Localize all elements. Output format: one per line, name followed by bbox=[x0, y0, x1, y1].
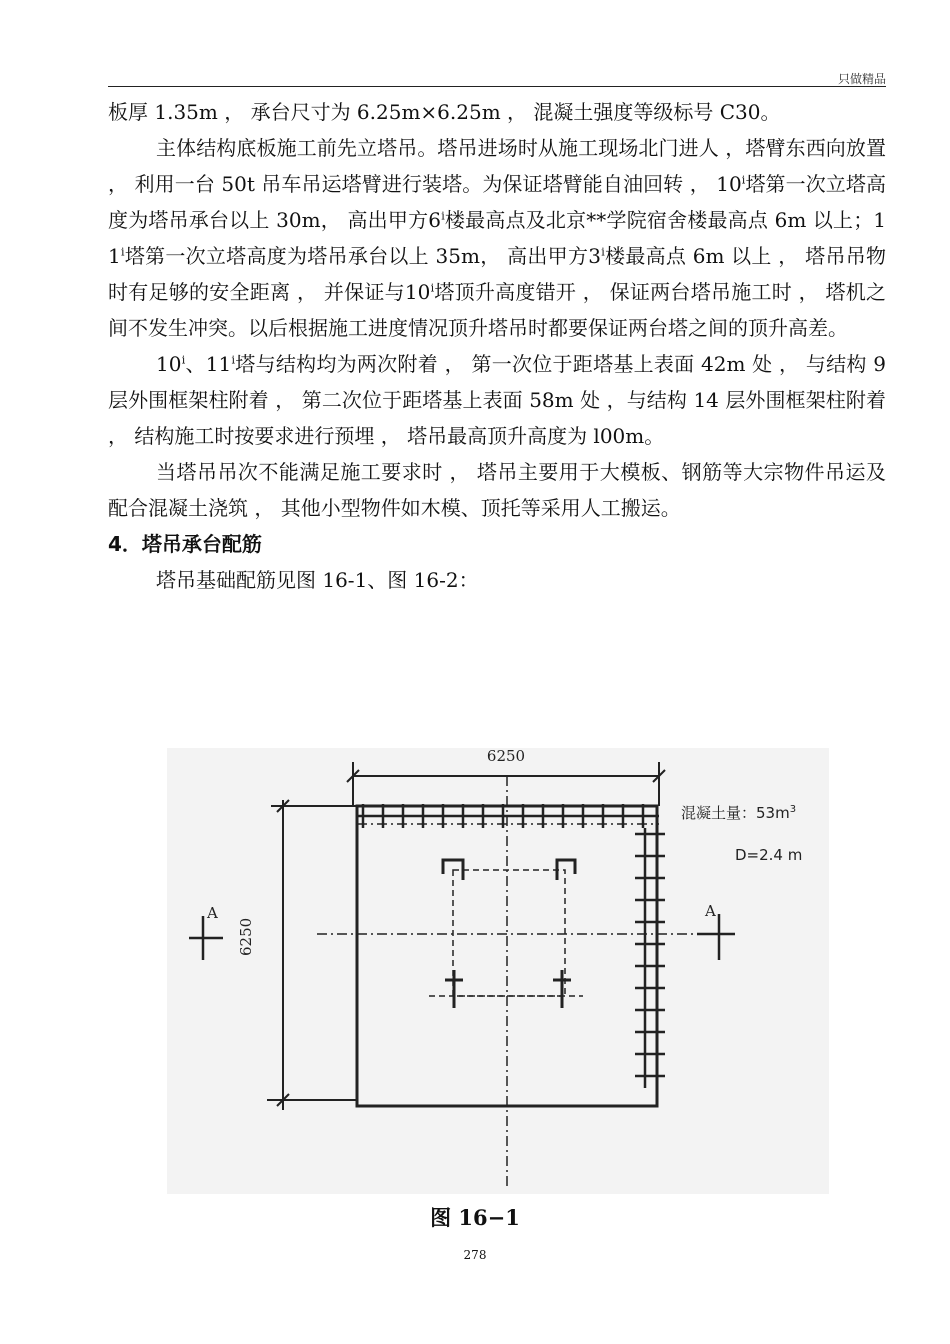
paragraph-3-part-b: 、11 bbox=[185, 352, 232, 376]
header-rule bbox=[108, 86, 886, 87]
rebar-plan-drawing bbox=[167, 748, 829, 1194]
figure-caption: 图 16−1 bbox=[430, 1205, 520, 1230]
corner-bracket-top-right bbox=[557, 860, 575, 880]
superscript-mark: ⅰ bbox=[600, 245, 606, 259]
corner-bolt-bottom-right bbox=[553, 970, 571, 1008]
section-label-right: A bbox=[705, 902, 716, 920]
page-number: 278 bbox=[463, 1248, 487, 1262]
paragraph-2 bbox=[108, 130, 886, 346]
dimension-label-left: 6250 bbox=[237, 917, 255, 956]
paragraph-2-part-f: 塔顶升高度错开 ， 保证两台塔吊施工时 ， 塔机之间不发生冲突。以后根据施工进度情况顶升塔吊时都要保证两台塔之间的顶升高差。 bbox=[108, 280, 886, 340]
paragraph-4: 当塔吊吊次不能满足施工要求时 ， 塔吊主要用于大模板、钢筋等大宗物件吊运及配合混凝土浇筑 ， 其他小型物件如木模、顶托等采用人工搬运。 bbox=[108, 460, 886, 520]
concrete-volume-text: 混凝土量：53m bbox=[681, 804, 790, 822]
paragraph-2-part-a: 主体结构底板施工前先立塔吊。塔吊进场时从施工现场北门进人 ，塔臂东西向放置 ， 利用一台 50t 吊车吊运塔臂进行装塔。为保证塔臂能自油回转 ， 10 bbox=[108, 136, 886, 196]
paragraph-5: 塔吊基础配筋见图 16-1、图 16-2： bbox=[156, 568, 479, 592]
header-text: 只做精品 bbox=[837, 72, 886, 86]
section-marker-left bbox=[189, 916, 223, 960]
paragraph-3 bbox=[108, 346, 886, 454]
paragraph-3-part-c: 塔与结构均为两次附着 ， 第一次位于距塔基上表面 42m 处 ， 与结构 9 层外围框架柱附着 ， 第二次位于距塔基上表面 58m 处 ，与结构 14 层外围框架柱附着 ， 结构施工时按要求进行预埋 ， 塔吊最高顶升高度为 l00m。 bbox=[108, 352, 886, 448]
superscript-mark: ⅰ bbox=[741, 173, 746, 187]
superscript-mark: ⅰ bbox=[181, 353, 186, 367]
anchor-bolt-square bbox=[453, 870, 565, 996]
paragraph-3-part-a: 10 bbox=[156, 352, 182, 376]
superscript-mark: ⅰ bbox=[430, 281, 435, 295]
rebar-plan-figure bbox=[167, 748, 829, 1194]
paragraph-2-part-b: 塔第一次立塔高度为塔吊承台以上 30m， 高出甲方6 bbox=[108, 172, 886, 232]
superscript-mark: ⅰ bbox=[441, 209, 445, 223]
page-body bbox=[108, 94, 886, 598]
section-label-left: A bbox=[207, 904, 218, 922]
concrete-volume-label bbox=[681, 804, 796, 822]
section-marker-right bbox=[697, 914, 735, 960]
superscript-mark: ⅰ bbox=[120, 245, 125, 259]
corner-bolt-bottom-left bbox=[445, 970, 463, 1008]
paragraph-2-part-c: 楼最高点及北京**学院宿舍楼最高点 6m 以上；11 bbox=[108, 208, 886, 268]
dimension-label-top: 6250 bbox=[486, 748, 526, 765]
concrete-volume-sup: 3 bbox=[789, 804, 797, 815]
paragraph-2-part-e: 楼最高点 6m 以上 ， 塔吊吊物时有足够的安全距离 ， 并保证与10 bbox=[108, 244, 886, 304]
right-rebar-ticks bbox=[635, 828, 665, 1088]
section-heading: 4．塔吊承台配筋 bbox=[108, 532, 262, 556]
paragraph-2-part-d: 塔第一次立塔高度为塔吊承台以上 35m， 高出甲方3 bbox=[124, 244, 601, 268]
superscript-mark: ⅰ bbox=[231, 353, 236, 367]
paragraph-1: 板厚 1.35m ， 承台尺寸为 6.25m×6.25m ， 混凝土强度等级标号 C30。 bbox=[108, 100, 781, 124]
diameter-label: D=2.4 m bbox=[735, 846, 803, 864]
